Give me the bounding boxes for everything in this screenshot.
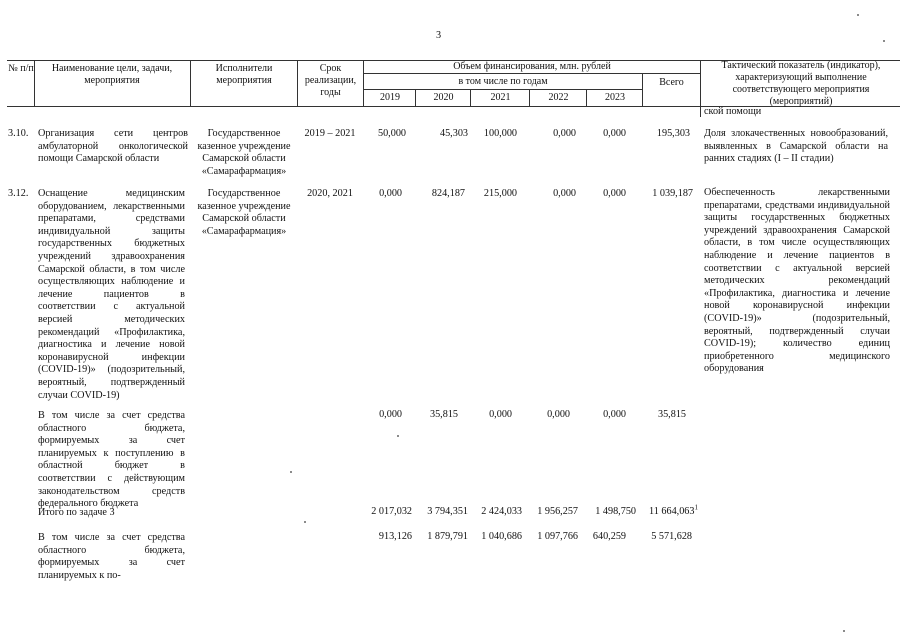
header-year: 2021 [490, 92, 511, 103]
col-divider [700, 60, 701, 117]
value-total: 11 664,063$^1$ [649, 503, 698, 517]
row-name: Оснащение медицинским оборудованием, лекарственными препаратами, средствами индивидуальной защиты государственных бюджетных учреждений здравоохранения Самарской области, в том числе осуществляющих наблюдение и лечение пациентов в соответствии с актуальной версией методических рекомендаций «Профилактика, диагностика и лечение новой коронавирусной инфекции (COVID-19)» (подозрительный, вероятный, подтвержденный случаи COVID-19) [38, 188, 185, 401]
value-2019: 2 017,032 [371, 506, 412, 517]
col-divider [642, 73, 643, 106]
value-2019: 0,000 [379, 188, 402, 199]
value-2023: 640,259 [592, 531, 626, 542]
scan-speck [290, 471, 292, 473]
col-divider [415, 89, 416, 106]
value-total: 195,303 [656, 128, 690, 139]
row-number: 3.12. [8, 188, 29, 199]
col-divider [297, 60, 298, 106]
value-2019: 50,000 [377, 128, 406, 139]
row-indicator: Доля злокачественных новообразований, выявленных в Самарской области на ранних стадиях (I – II стадии) [704, 128, 888, 165]
value-2020: 3 794,351 [427, 506, 468, 517]
row-term: 2020, 2021 [307, 188, 353, 199]
value-2021: 2 424,033 [481, 506, 522, 517]
value-2020: 1 879,791 [427, 531, 468, 542]
value-2022: 0,000 [553, 188, 576, 199]
page-number: 3 [436, 30, 442, 41]
header-term: Срок реализации, годы [304, 63, 357, 98]
row-term: 2019 – 2021 [304, 128, 356, 139]
value-2023: 1 498,750 [595, 506, 636, 517]
header-indicator: Тактический показатель (индикатор), характеризующий выполнение соответствующего мероприятия (мероприятий) [721, 60, 881, 107]
value-2021: 1 040,686 [481, 531, 522, 542]
value-2020: 35,815 [429, 409, 458, 420]
header-name: Наименование цели, задачи, мероприятия [51, 63, 173, 86]
value-2019: 913,126 [378, 531, 412, 542]
header-year: 2020 [433, 92, 454, 103]
col-divider [529, 89, 530, 106]
col-divider [470, 89, 471, 106]
indicator-carryover: ской помощи [704, 106, 762, 117]
header-year: 2019 [380, 92, 400, 103]
value-total: 35,815 [657, 409, 686, 420]
value-2021: 0,000 [489, 409, 512, 420]
value-2020: 45,303 [439, 128, 468, 139]
col-divider [363, 60, 364, 106]
col-divider [34, 60, 35, 106]
header-year: 2023 [605, 92, 625, 103]
subtotal-label: Итого по задаче 3 [38, 507, 115, 518]
scan-speck [304, 521, 306, 523]
header-year: 2022 [548, 92, 569, 103]
financing-header-divider [363, 73, 700, 74]
header-total: Всего [659, 77, 684, 88]
header-number: № п/п [8, 63, 34, 74]
value-2023: 0,000 [603, 409, 626, 420]
years-header-divider [363, 89, 642, 90]
value-2022: 0,000 [547, 409, 570, 420]
value-2020: 824,187 [431, 188, 465, 199]
value-2021: 100,000 [483, 128, 517, 139]
header-by-years: в том числе по годам [458, 76, 548, 87]
row-name: В том числе за счет средства областного бюджета, формируемых за счет планируемых к по- [38, 532, 185, 581]
scan-speck [397, 435, 399, 437]
col-divider [586, 89, 587, 106]
row-executor: Государственное казенное учреждение Самарской области «Самарафармация» [197, 128, 291, 177]
value-2023: 0,000 [603, 188, 626, 199]
col-divider [190, 60, 191, 106]
value-2021: 215,000 [483, 188, 517, 199]
value-2022: 0,000 [553, 128, 576, 139]
value-total: 5 571,628 [651, 531, 692, 542]
scan-speck [843, 630, 845, 632]
value-total: 1 039,187 [652, 188, 693, 199]
row-name: В том числе за счет средства областного бюджета, формируемых за счет планируемых к поступлению в областной бюджет в соответствии с действующим законодательством средств федерального бюджета [38, 410, 185, 510]
row-name: Организация сети центров амбулаторной онкологической помощи Самарской области [38, 128, 188, 165]
value-2023: 0,000 [603, 128, 626, 139]
value-2022: 1 097,766 [537, 531, 578, 542]
value-2019: 0,000 [379, 409, 402, 420]
row-executor: Государственное казенное учреждение Самарской области «Самарафармация» [197, 188, 291, 237]
scan-speck [883, 40, 885, 42]
value-2022: 1 956,257 [537, 506, 578, 517]
row-indicator: Обеспеченность лекарственными препаратами, средствами индивидуальной защиты государственных бюджетных учреждений здравоохранения Самарской области, в том числе осуществляющих наблюдение и лечение пациентов в соответствии с актуальной версией методических рекомендаций «Профилактика, диагностика и лечение новой коронавирусной инфекции (COVID-19)» (подозрительный, вероятный, подтвержденный случаи COVID-19); количество единиц приобретенного медицинского оборудования [704, 187, 890, 375]
row-number: 3.10. [8, 128, 29, 139]
scan-speck [857, 14, 859, 16]
header-executors: Исполнители мероприятия [215, 63, 273, 86]
header-financing: Объем финансирования, млн. рублей [453, 61, 611, 72]
